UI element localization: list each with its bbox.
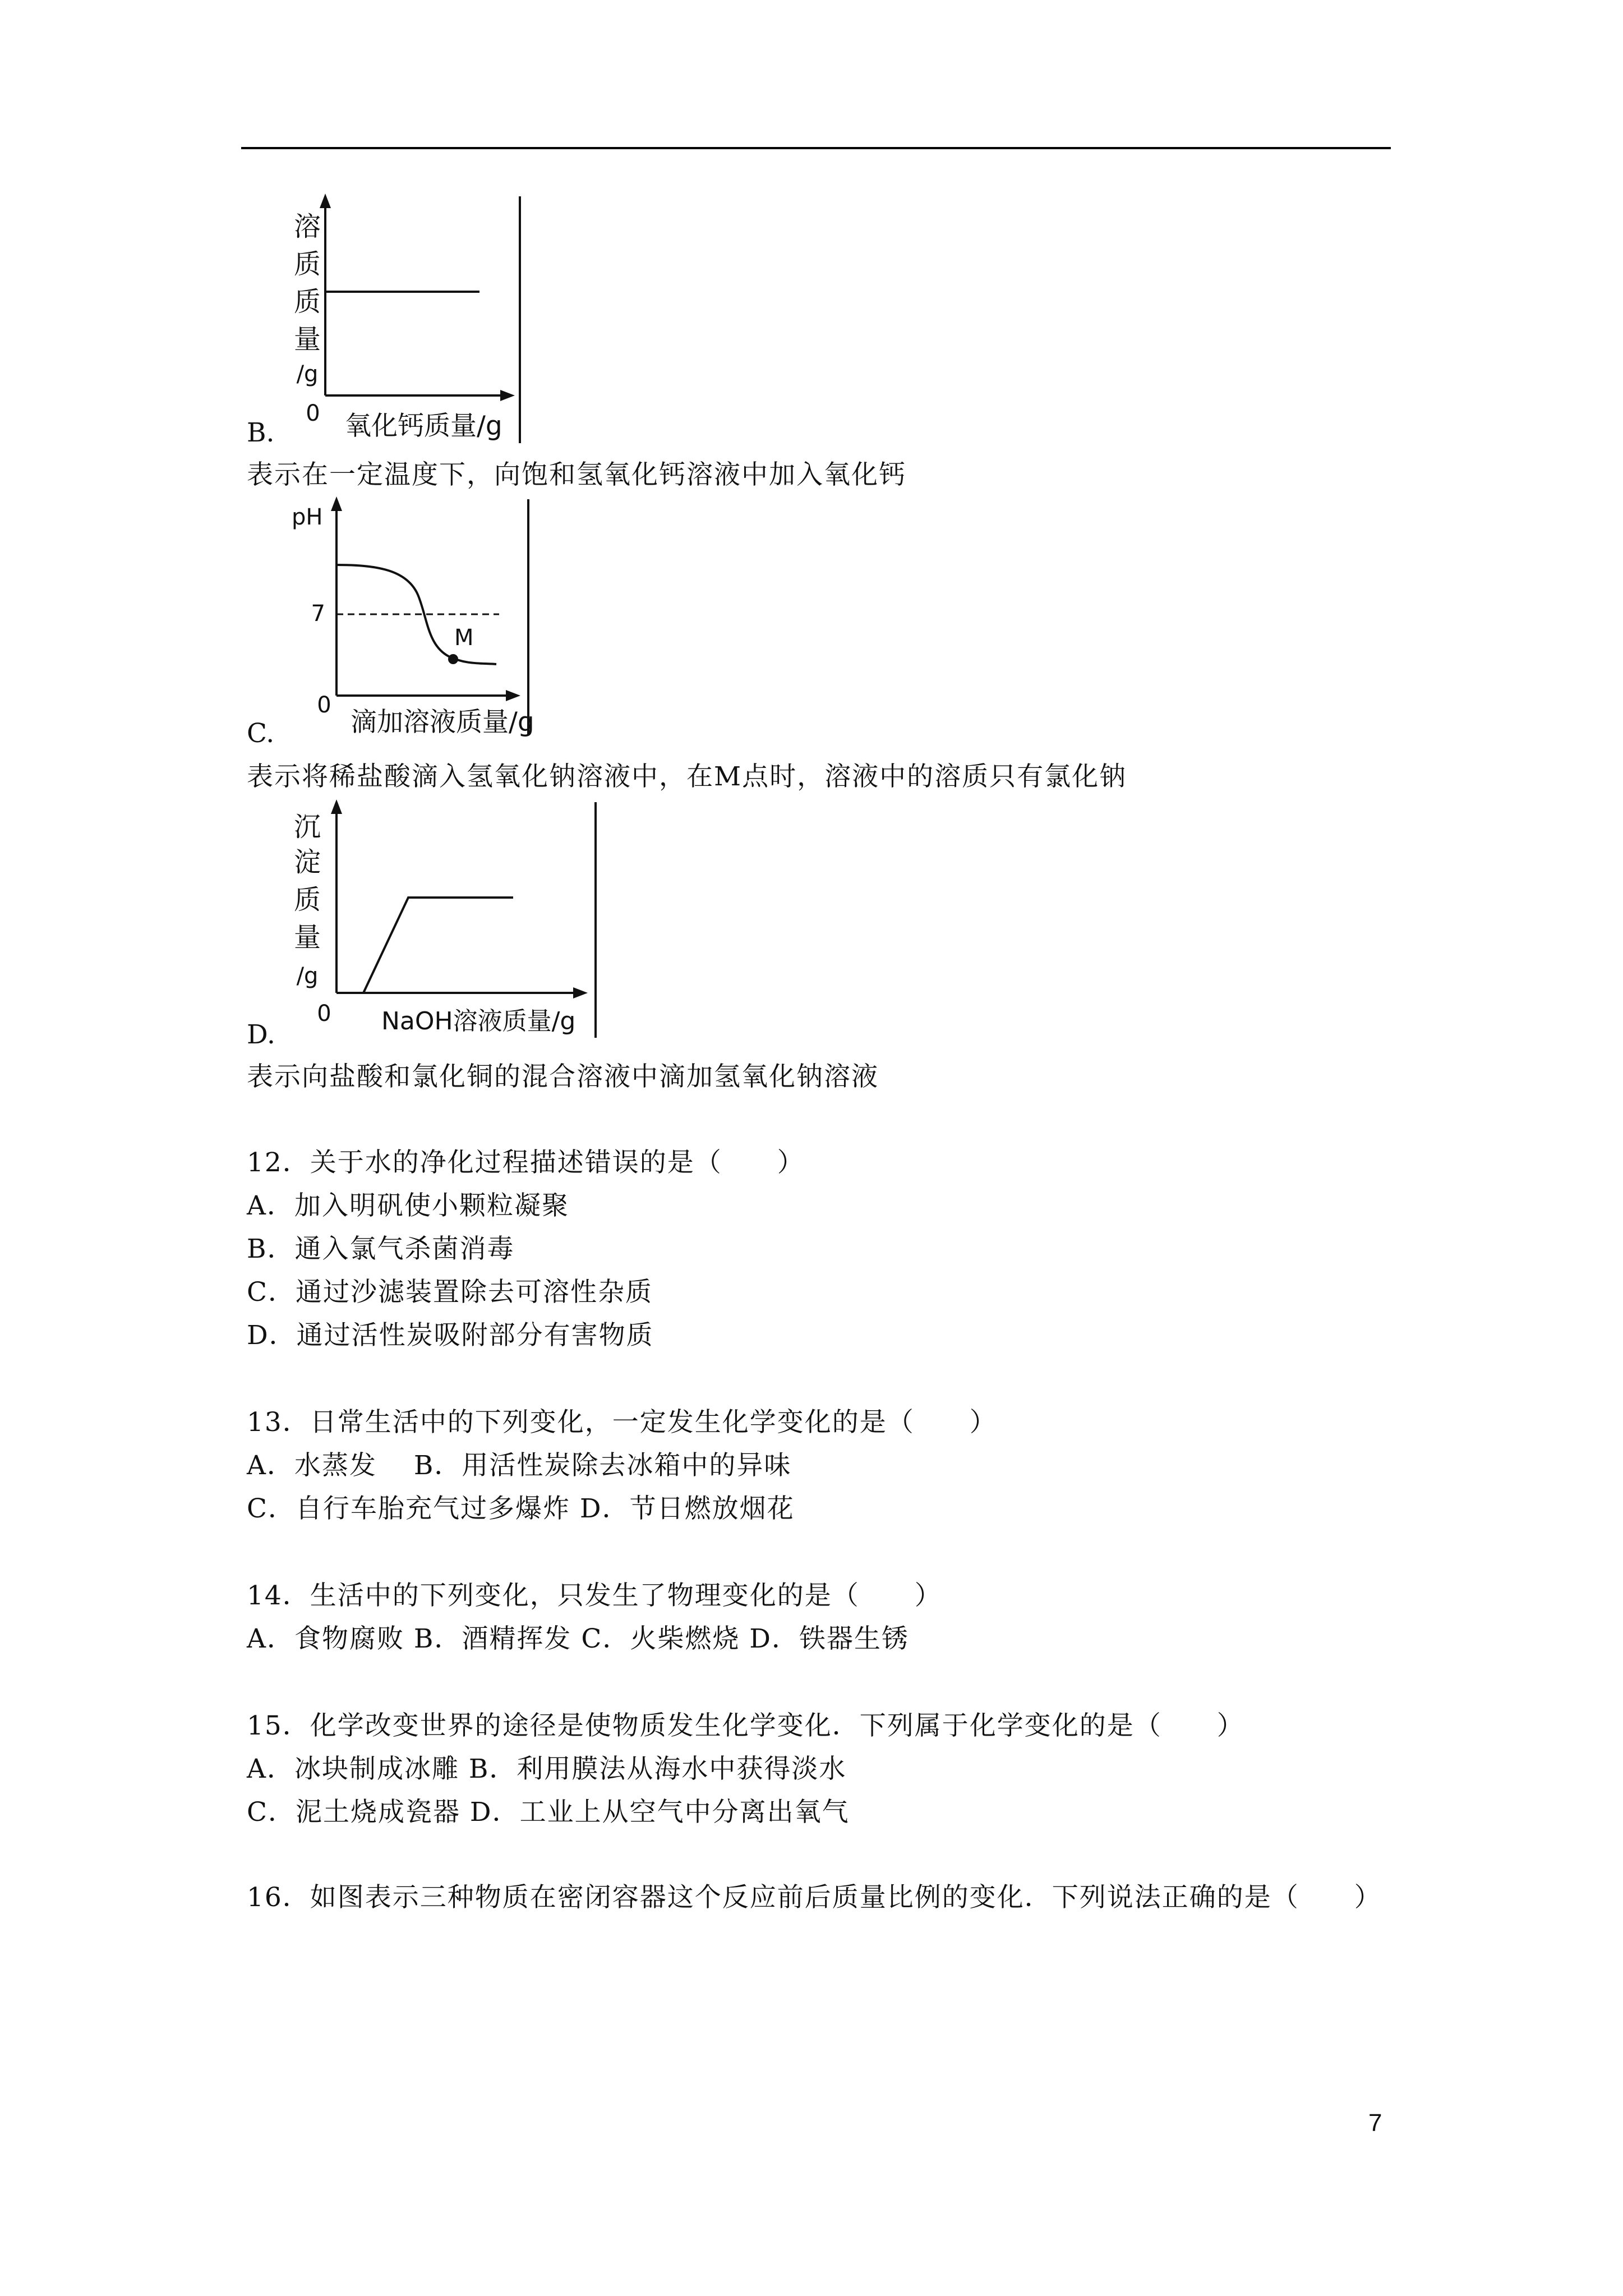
chart-b-y-label-1: 溶 bbox=[293, 211, 321, 242]
chart-c-point-label: M bbox=[454, 625, 474, 651]
question-15-stem: 15．化学改变世界的途径是使物质发生化学变化．下列属于化学变化的是（ ） bbox=[247, 1710, 1244, 1741]
question-14-options-line-1: A．食物腐败 B．酒精挥发 C．火柴燃烧 D．铁器生锈 bbox=[247, 1623, 909, 1654]
question-12-option-d: D．通过活性炭吸附部分有害物质 bbox=[247, 1320, 654, 1351]
chart-d bbox=[280, 799, 606, 1041]
chart-b-letter: B. bbox=[247, 417, 275, 448]
question-14-stem: 14．生活中的下列变化，只发生了物理变化的是（ ） bbox=[247, 1580, 942, 1611]
chart-d-origin: 0 bbox=[317, 1001, 331, 1027]
chart-b-y-label-4: 量 bbox=[293, 324, 321, 355]
question-13-stem: 13．日常生活中的下列变化，一定发生化学变化的是（ ） bbox=[247, 1407, 997, 1438]
question-12-option-c: C．通过沙滤装置除去可溶性杂质 bbox=[247, 1277, 653, 1308]
chart-b-caption: 表示在一定温度下，向饱和氢氧化钙溶液中加入氧化钙 bbox=[247, 459, 906, 490]
chart-c-origin: 0 bbox=[317, 692, 331, 718]
question-12-option-b: B．通入氯气杀菌消毒 bbox=[247, 1234, 515, 1264]
chart-b bbox=[280, 194, 530, 446]
chart-d-y-label-2: 淀 bbox=[293, 846, 321, 878]
question-12-stem: 12．关于水的净化过程描述错误的是（ ） bbox=[247, 1147, 805, 1178]
chart-d-y-label-5: /g bbox=[296, 963, 319, 989]
chart-d-letter: D. bbox=[247, 1019, 275, 1050]
chart-c-y-label: pH bbox=[292, 504, 323, 530]
chart-b-y-label-3: 质 bbox=[293, 286, 321, 318]
chart-d-y-label-3: 质 bbox=[293, 884, 321, 915]
question-13-options-line-1: A．水蒸发 B．用活性炭除去冰箱中的异味 bbox=[247, 1450, 792, 1481]
chart-b-origin: 0 bbox=[306, 401, 320, 426]
question-16-stem: 16．如图表示三种物质在密闭容器这个反应前后质量比例的变化．下列说法正确的是（ ） bbox=[247, 1882, 1382, 1913]
question-15-options-line-1: A．冰块制成冰雕 B．利用膜法从海水中获得淡水 bbox=[247, 1754, 847, 1784]
chart-d-x-label: NaOH溶液质量/g bbox=[381, 1007, 576, 1036]
question-12-option-a: A．加入明矾使小颗粒凝聚 bbox=[247, 1190, 569, 1221]
chart-d-caption: 表示向盐酸和氯化铜的混合溶液中滴加氢氧化钠溶液 bbox=[247, 1061, 879, 1092]
chart-b-y-label-5: /g bbox=[296, 361, 319, 387]
chart-b-y-label-2: 质 bbox=[293, 249, 321, 280]
chart-c-caption: 表示将稀盐酸滴入氢氧化钠溶液中，在M点时，溶液中的溶质只有氯化钠 bbox=[247, 761, 1127, 792]
chart-c bbox=[280, 496, 538, 738]
question-15-options-line-2: C．泥土烧成瓷器 D．工业上从空气中分离出氧气 bbox=[247, 1797, 850, 1828]
chart-c-tick-7: 7 bbox=[311, 601, 325, 627]
chart-c-x-label: 滴加溶液质量/g bbox=[351, 707, 534, 738]
page-number: 7 bbox=[1368, 2109, 1382, 2137]
chart-d-y-label-4: 量 bbox=[293, 922, 321, 953]
chart-c-letter: C. bbox=[247, 718, 275, 749]
question-13-options-line-2: C．自行车胎充气过多爆炸 D．节日燃放烟花 bbox=[247, 1493, 795, 1524]
chart-d-y-label-1: 沉 bbox=[293, 811, 321, 843]
header-rule bbox=[241, 147, 1391, 149]
chart-b-x-label: 氧化钙质量/g bbox=[345, 411, 502, 441]
